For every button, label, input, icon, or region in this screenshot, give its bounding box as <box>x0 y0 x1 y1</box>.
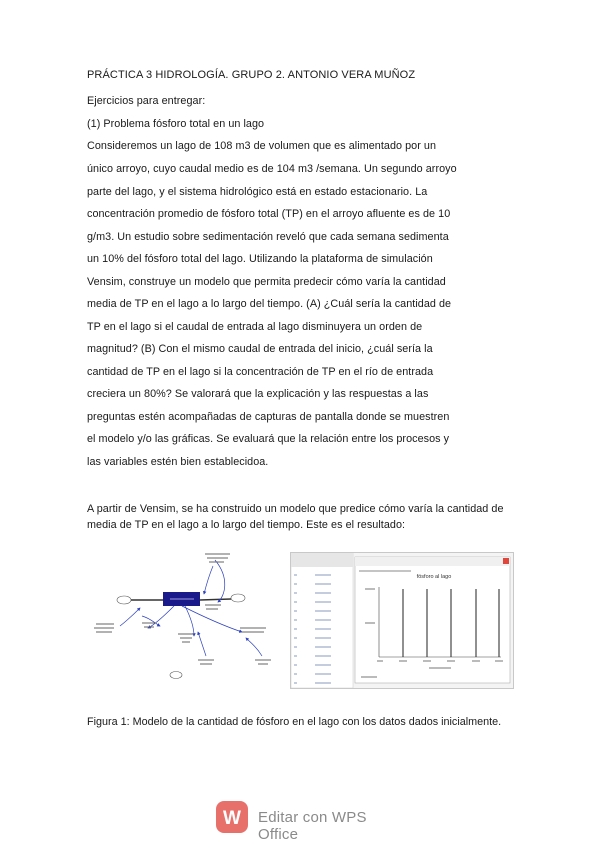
paragraph-line: concentración promedio de fósforo total (TP) en el arroyo afluente es de 10 <box>87 208 451 220</box>
paragraph-line: único arroyo, cuyo caudal medio es de 104 m3 /semana. Un segundo arroyo <box>87 163 457 175</box>
graph-title: fósforo al lago <box>416 574 452 580</box>
outflow-pipe <box>200 599 231 600</box>
paragraph-line: g/m3. Un estudio sobre sedimentación reveló que cada semana sedimenta <box>87 231 449 243</box>
paragraph-line: el modelo y/o las gráficas. Se evaluará que la relación entre los procesos y <box>87 433 450 445</box>
document-header: PRÁCTICA 3 HIDROLOGÍA. GRUPO 2. ANTONIO VERA MUÑOZ <box>87 69 416 81</box>
paragraph-line: Ejercicios para entregar: <box>87 95 206 107</box>
paragraph-line: parte del lago, y el sistema hidrológico está en estado estacionario. La <box>87 186 428 198</box>
link-arrow <box>215 560 225 602</box>
close-icon <box>503 558 509 564</box>
wps-logo-icon <box>216 801 248 833</box>
svg-text:W: W <box>223 808 241 829</box>
source-cloud-icon <box>117 596 131 604</box>
paragraph-line: las variables estén bien establecidoa. <box>87 456 269 468</box>
paragraph-line: magnitud? (B) Con el mismo caudal de entrada del inicio, ¿cuál sería la <box>87 343 433 355</box>
paragraph-line: creciera un 80%? Se valorará que la explicación y las respuestas a las <box>87 388 429 400</box>
link-arrow <box>246 638 262 656</box>
vensim-model-diagram <box>90 548 278 688</box>
result-line: media de TP en el lago a lo largo del tiempo. Este es el resultado: <box>87 519 406 531</box>
vensim-window-graphic <box>291 553 513 688</box>
paragraph-line: TP en el lago si el caudal de entrada al lago disminuyera un orden de <box>87 321 423 333</box>
paragraph-line: preguntas estén acompañadas de capturas de pantalla donde se muestren <box>87 411 450 423</box>
paragraph-line: Consideremos un lago de 108 m3 de volumen que es alimentado por un <box>87 140 437 152</box>
paragraph-line: un 10% del fósforo total del lago. Utilizando la plataforma de simulación <box>87 253 433 265</box>
wps-watermark-text[interactable]: Editar con WPS Office <box>258 809 367 843</box>
link-arrow <box>204 566 213 594</box>
link-arrow <box>120 608 140 626</box>
link-arrow <box>182 606 242 632</box>
sink-cloud-icon <box>231 594 245 602</box>
paragraph-line: (1) Problema fósforo total en un lago <box>87 118 265 130</box>
result-line: A partir de Vensim, se ha construido un modelo que predice cómo varía la cantidad de <box>87 503 504 515</box>
figure-caption: Figura 1: Modelo de la cantidad de fósforo en el lago con los datos dados inicialmente. <box>87 716 502 728</box>
link-arrow <box>185 606 194 636</box>
link-arrow <box>142 616 160 626</box>
link-arrow <box>198 632 206 656</box>
paragraph-line: cantidad de TP en el lago si la concentración de TP en el río de entrada <box>87 366 434 378</box>
cloud-icon <box>170 672 182 679</box>
vensim-output-screenshot <box>290 552 514 689</box>
paragraph-line: Vensim, construye un modelo que permita predecir cómo varía la cantidad <box>87 276 446 288</box>
wps-watermark[interactable] <box>216 801 406 843</box>
paragraph-line: media de TP en el lago a lo largo del tiempo. (A) ¿Cuál sería la cantidad de <box>87 298 452 310</box>
link-arrow <box>148 606 174 628</box>
